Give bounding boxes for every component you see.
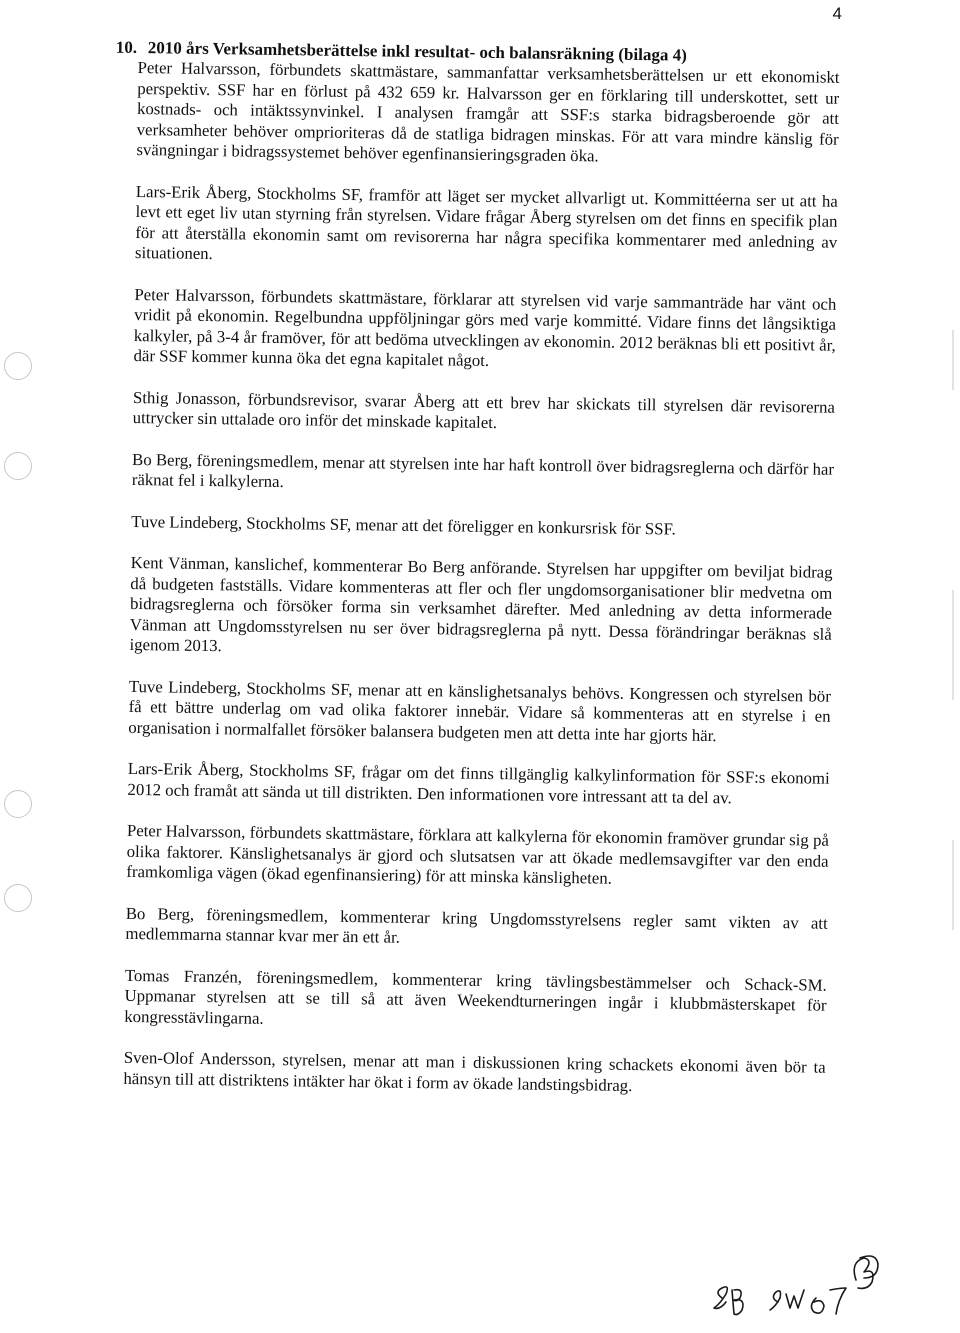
section-title: 2010 års Verksamhetsberättelse inkl resultat- och balansräkning (bilaga 4) (147, 38, 687, 65)
scan-edge-mark (952, 330, 954, 390)
punch-hole (4, 790, 32, 818)
signature-mark (860, 1256, 878, 1278)
signature-mark (786, 1290, 804, 1308)
punch-hole (4, 352, 32, 380)
scan-edge-mark (952, 590, 954, 700)
signature-mark (811, 1298, 824, 1313)
signature-mark (770, 1291, 781, 1310)
signature-mark (854, 1258, 873, 1288)
paragraph: Sthig Jonasson, förbundsrevisor, svarar Åberg att ett brev har skickats till styrelsen där revisorerna uttrycker sin uttalade oro inför det minskade kapitalet. (132, 387, 836, 433)
signature-mark (830, 1288, 846, 1314)
paragraph: Lars-Erik Åberg, Stockholms SF, frågar om det finns tillgänglig kalkylinformation för SSF:s ekonomi 2012 och framåt att sända ut till distrikten. Den informationen vore intressant att ta del av. (127, 758, 830, 807)
document-body (115, 37, 840, 1099)
punch-hole (4, 452, 32, 480)
signature-mark (714, 1287, 727, 1309)
paragraph: Kent Vänman, kanslichef, kommenterar Bo Berg anförande. Styrelsen har uppgifter om beviljat bidrag då budgeten fastställs. Vidare kommenteras att fler och fler ungdomsorganisationer blir medvetna om bidragsreglerna och försöker forma sin verksamhet därefter. Med anledning av detta informerade Vänman att Ungdomsstyrelsen nu ser över bidragsreglerna på nytt. Dessa förändringar beräknas slå igenom 2013. (129, 552, 833, 656)
paragraph: Bo Berg, föreningsmedlem, kommenterar kring Ungdomsstyrelsens regler samt vikten av att medlemmarna stannar kvar mer än ett år. (125, 903, 828, 947)
handwritten-initials (708, 1250, 908, 1330)
paragraph: Sven-Olof Andersson, styrelsen, menar att man i diskussionen kring schackets ekonomi även bör ta hänsyn till att distriktens intäkter har ökat i form av ökade landstingsbidrag. (123, 1047, 826, 1095)
paragraph: Peter Halvarsson, förbundets skattmästare, förklara att kalkylerna för ekonomin framöver grundar sig på olika faktorer. Känslighetsanalys är gjord och slutsatsen var att ökade medlemsavgifter var den enda framkomliga vägen (ökad egenfinansiering) för att minska känsligheten. (126, 820, 829, 888)
paragraph: Lars-Erik Åberg, Stockholms SF, framför att läget ser mycket allvarligt ut. Kommittéerna ser ut att ha levt ett eget liv utan styrning från styrelsen. Vidare frågar Åberg styrelsen om det finns en specifik plan för att återställa ekonomin samt om revisorerna har några specifika kommentarer med anledning av situationen. (134, 181, 838, 264)
punch-hole (4, 884, 32, 912)
paragraph: Tuve Lindeberg, Stockholms SF, menar att det föreligger en konkursrisk för SSF. (131, 511, 676, 539)
signature-mark (732, 1290, 743, 1315)
scan-edge-mark (952, 840, 954, 930)
page-number: 4 (832, 4, 842, 23)
paragraph: Tomas Franzén, föreningsmedlem, kommenterar kring tävlingsbestämmelser och Schack-SM. Uppmanar styrelsen att se till så att även Weekendturneringen ingår i klubbmästerskapet för kongresstävlingarna. (124, 965, 827, 1028)
paragraph: Peter Halvarsson, förbundets skattmästare, sammanfattar verksamhetsberättelsen ur ett ekonomiskt perspektiv. SSF har en förlust på 432 659 kr. Halvarsson ger en förklaring till underskottet, sett ur kostnads- och intäktssynvinkel. I analysen framgår att SSF:s starka bidragsberoende gör att verksamheter behöver omprioriteras då de statliga bidragen minskas. För att vara mindre känslig för svängningar i bidragssystemet behöver egenfinansieringsgraden öka. (136, 57, 840, 166)
paragraph: Tuve Lindeberg, Stockholms SF, menar att en känslighetsanalys behövs. Kongressen och styrelsen bör få ett bättre underlag om vad olika faktorer innebär. Vidare så kommenteras att en styrelse i en organisation i normalfallet försöker balansera budgeten men att detta inte har gjorts här. (128, 676, 832, 745)
paragraph: Peter Halvarsson, förbundets skattmästare, förklarar att styrelsen vid varje sammanträde har vänt och vridit på ekonomin. Regelbundna uppföljningar görs med varje kommitté. Vidare finns det långsiktiga kalkyler, på 3-4 år framöver, för att bedöma utvecklingen av ekonomin. 2012 beräknas bli ett positivt år, där SSF kommer kunna öka det egna kapitalet något. (133, 284, 837, 370)
paragraph: Bo Berg, föreningsmedlem, menar att styrelsen inte har haft kontroll över bidragsreglerna och därför har räknat fel i kalkylerna. (131, 449, 835, 492)
section-number: 10. (115, 37, 138, 57)
